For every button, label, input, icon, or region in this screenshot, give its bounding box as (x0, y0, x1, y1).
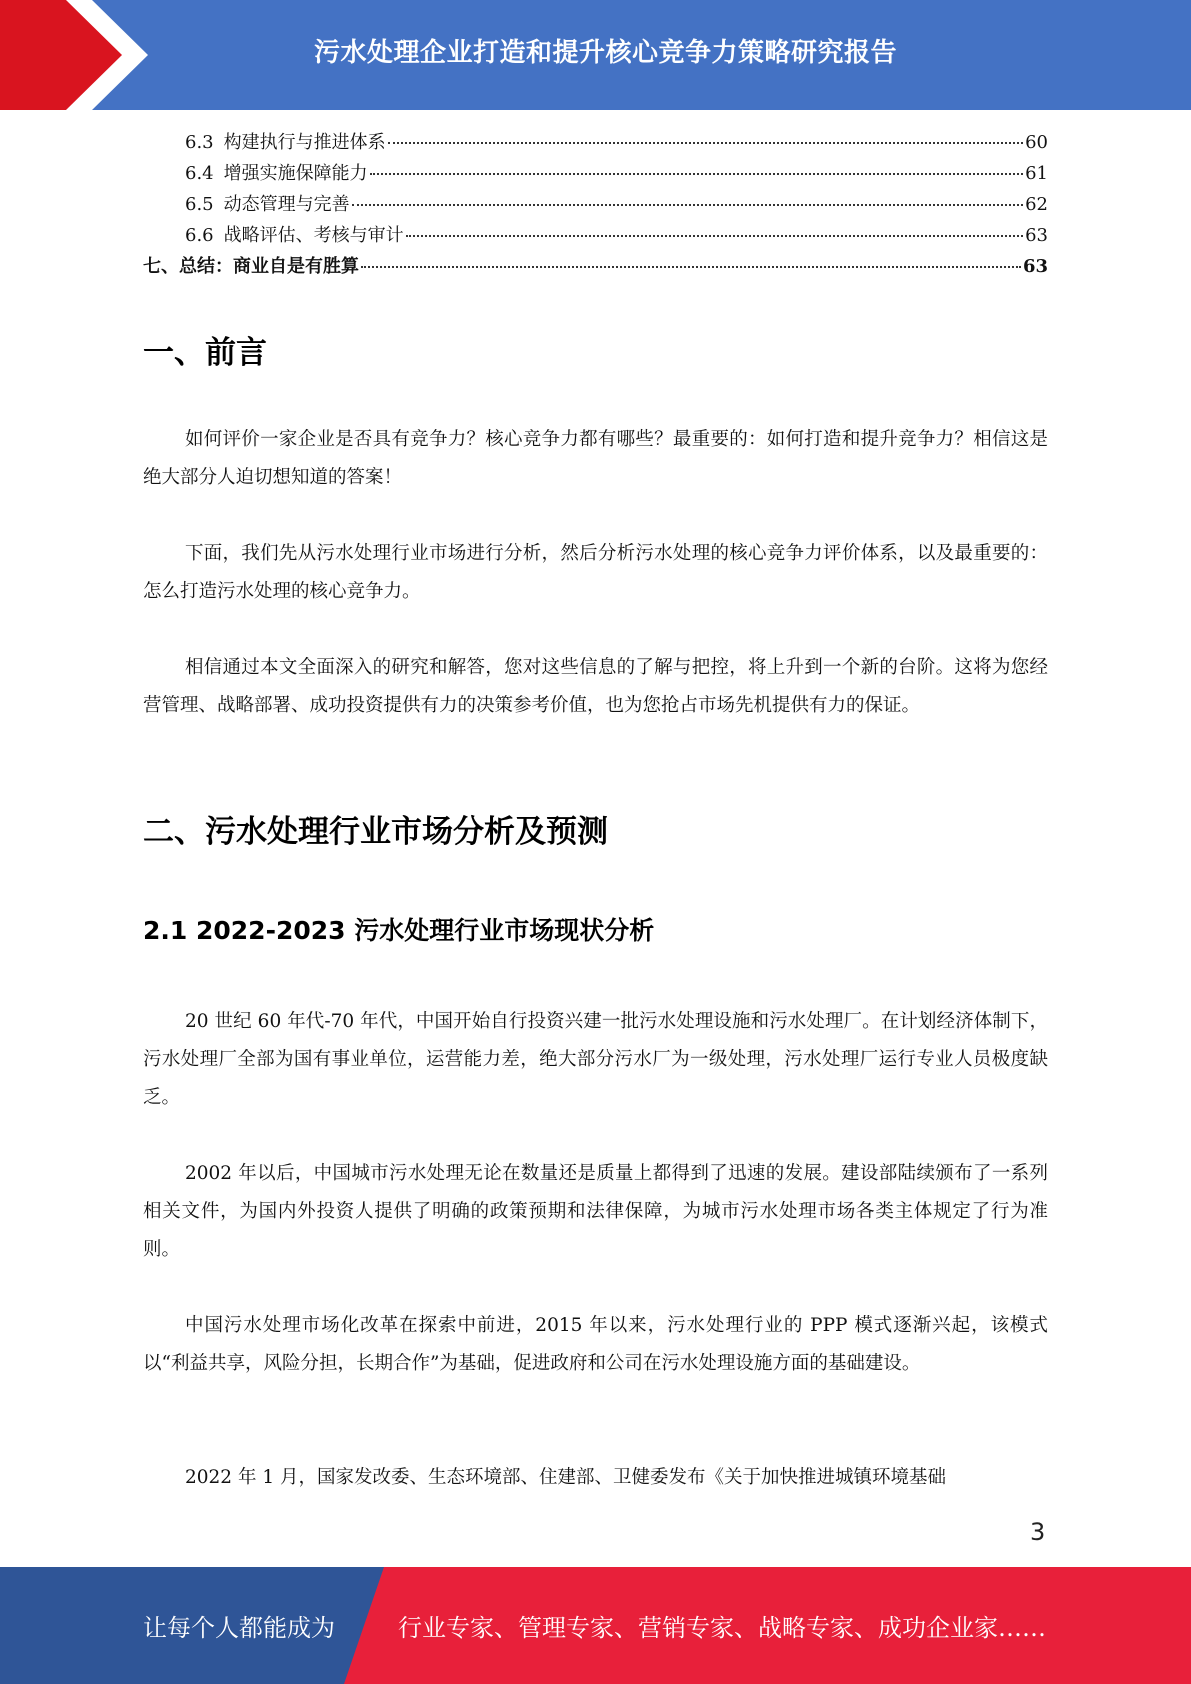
paragraph: 2002 年以后，中国城市污水处理无论在数量还是质量上都得到了迅速的发展。建设部陆续颁布了一系列相关文件，为国内外投资人提供了明确的政策预期和法律保障，为城市污水处理市场各类主体规定了行为准则。 (143, 1163, 1048, 1260)
toc-leader (388, 142, 1023, 144)
toc-label: 七、总结：商业自是有胜算 (143, 256, 359, 277)
page-number: 3 (1030, 1518, 1046, 1546)
toc-page: 60 (1025, 132, 1048, 153)
toc-entry[interactable] (143, 252, 1048, 282)
page-footer (0, 1567, 1191, 1684)
toc-number: 6.6 (185, 225, 214, 246)
toc-page: 61 (1025, 163, 1048, 184)
footer-slogan-left: 让每个人都能成为 (143, 1614, 335, 1642)
paragraph: 如何评价一家企业是否具有竞争力？核心竞争力都有哪些？最重要的：如何打造和提升竞争力？相信这是绝大部分人迫切想知道的答案！ (143, 429, 1048, 488)
toc-leader (370, 173, 1023, 175)
toc-label: 战略评估、考核与审计 (223, 225, 404, 246)
document-title: 污水处理企业打造和提升核心竞争力策略研究报告 (313, 37, 897, 68)
paragraph: 2022 年 1 月，国家发改委、生态环境部、住建部、卫健委发布《关于加快推进城镇环境基础 (185, 1467, 946, 1488)
toc-entry[interactable] (185, 190, 1048, 220)
toc-number: 6.4 (185, 163, 214, 184)
section-heading: 二、污水处理行业市场分析及预测 (143, 814, 608, 850)
toc-number: 6.5 (185, 194, 214, 215)
section-heading: 一、前言 (143, 335, 267, 371)
toc-page: 63 (1025, 225, 1048, 246)
paragraph: 中国污水处理市场化改革在探索中前进，2015 年以来，污水处理行业的 PPP 模式逐渐兴起，该模式以“利益共享，风险分担，长期合作”为基础，促进政府和公司在污水处理设施方面的基础建设。 (143, 1315, 1048, 1374)
page-header (0, 0, 1191, 110)
toc-leader (352, 204, 1023, 206)
toc-page: 63 (1022, 256, 1048, 277)
paragraph: 相信通过本文全面深入的研究和解答，您对这些信息的了解与把控，将上升到一个新的台阶。这将为您经营管理、战略部署、成功投资提供有力的决策参考价值，也为您抢占市场先机提供有力的保证。 (143, 657, 1048, 716)
toc-leader (361, 266, 1021, 268)
toc-entry[interactable] (185, 128, 1048, 158)
toc-label: 构建执行与推进体系 (223, 132, 386, 153)
toc-leader (406, 235, 1023, 237)
footer-slogan-right: 行业专家、管理专家、营销专家、战略专家、成功企业家…… (398, 1614, 1046, 1642)
toc-entry[interactable] (185, 221, 1048, 251)
toc-entry[interactable] (185, 159, 1048, 189)
toc-page: 62 (1025, 194, 1048, 215)
toc-label: 增强实施保障能力 (223, 163, 368, 184)
paragraph: 20 世纪 60 年代-70 年代，中国开始自行投资兴建一批污水处理设施和污水处理厂。在计划经济体制下，污水处理厂全部为国有事业单位，运营能力差，绝大部分污水厂为一级处理，污水处理厂运行专业人员极度缺乏。 (143, 1011, 1048, 1108)
toc-label: 动态管理与完善 (223, 194, 350, 215)
toc-number: 6.3 (185, 132, 214, 153)
subsection-heading: 2.1 2022-2023 污水处理行业市场现状分析 (143, 916, 655, 945)
paragraph: 下面，我们先从污水处理行业市场进行分析，然后分析污水处理的核心竞争力评价体系，以及最重要的：怎么打造污水处理的核心竞争力。 (143, 543, 1048, 602)
